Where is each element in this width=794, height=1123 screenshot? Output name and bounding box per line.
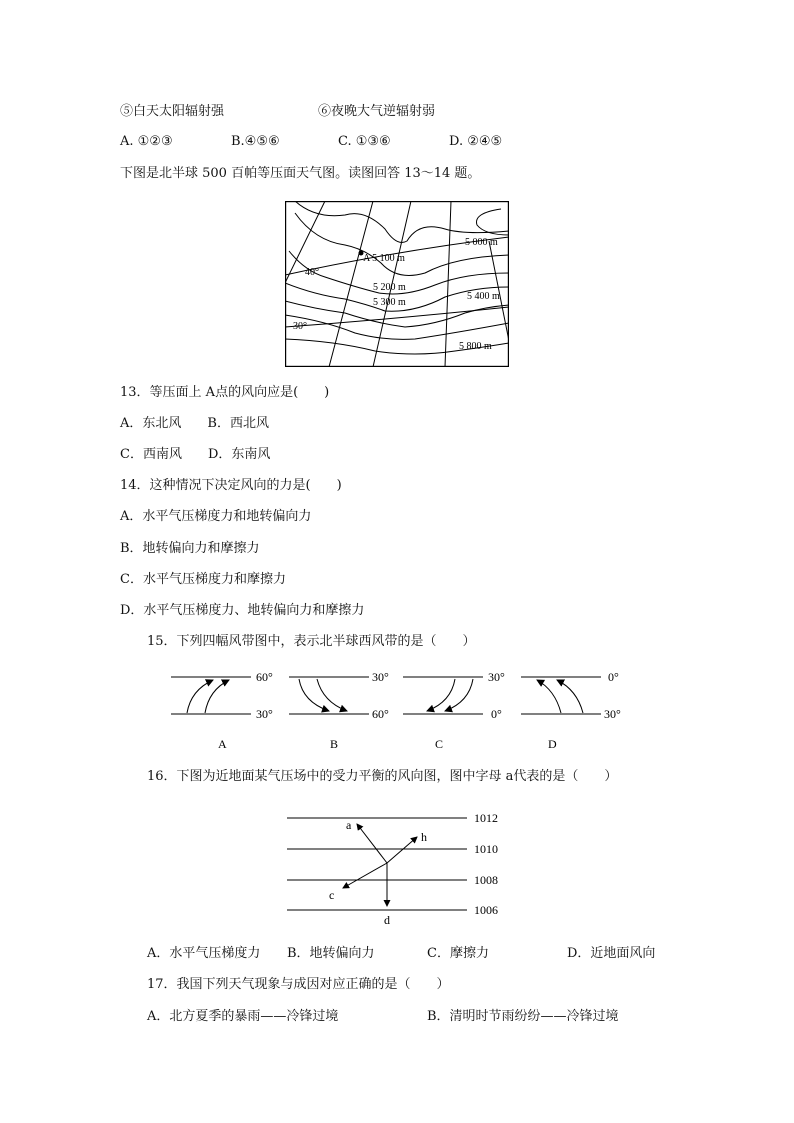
label-lat-30: 30° xyxy=(293,321,307,332)
isobar-label-1006: 1006 xyxy=(474,903,498,917)
diagram-c-bottom-label: 0° xyxy=(491,707,502,721)
isobaric-map-figure xyxy=(285,201,509,367)
vector-h xyxy=(387,837,417,863)
q14-option-a: A．水平气压梯度力和地转偏向力 xyxy=(120,509,312,524)
q12-option-b: B.④⑤⑥ xyxy=(231,134,280,149)
label-5000: 5 000 m xyxy=(465,237,498,248)
q12-option-a: A. ①②③ xyxy=(120,134,173,149)
wind-belt-diagrams xyxy=(165,664,640,756)
q16-option-c: C．摩擦力 xyxy=(427,946,489,961)
q16-stem: 16．下图为近地面某气压场中的受力平衡的风向图，图中字母 a代表的是（ ） xyxy=(147,769,618,784)
q13-options-cd: C．西南风 D．东南风 xyxy=(120,447,271,462)
diagram-a-top-label: 60° xyxy=(256,670,273,684)
diagram-b-arrow xyxy=(317,679,347,711)
vector-d-label: d xyxy=(384,913,390,927)
label-5400: 5 400 m xyxy=(467,291,500,302)
diagram-c-letter: C xyxy=(435,737,444,751)
label-lat-40: 40° xyxy=(305,267,319,278)
q14-stem: 14．这种情况下决定风向的力是( ) xyxy=(120,478,342,493)
diagram-a-bottom-label: 30° xyxy=(256,707,273,721)
q12-option-d: D. ②④⑤ xyxy=(449,134,503,149)
diagram-b-top-label: 30° xyxy=(372,670,389,684)
isobar-label-1010: 1010 xyxy=(474,842,498,856)
isobar-label-1008: 1008 xyxy=(474,873,498,887)
label-5300: 5 300 m xyxy=(373,297,406,308)
vector-c-label: c xyxy=(329,888,335,902)
diagram-b-letter: B xyxy=(330,737,339,751)
q16-option-b: B．地转偏向力 xyxy=(287,946,375,961)
q16-option-d: D．近地面风向 xyxy=(567,946,656,961)
q13-stem: 13．等压面上 A点的风向应是( ) xyxy=(120,385,330,400)
label-5200: 5 200 m xyxy=(373,282,406,293)
q12-item5: ⑤白天太阳辐射强 xyxy=(120,104,225,119)
vector-a-label: a xyxy=(346,818,352,832)
diagram-d-letter: D xyxy=(548,737,557,751)
vector-h-label: h xyxy=(421,830,427,844)
q15-stem: 15．下列四幅风带图中，表示北半球西风带的是（ ） xyxy=(147,634,476,649)
q17-option-a: A．北方夏季的暴雨——冷锋过境 xyxy=(147,1009,339,1024)
label-5800: 5 800 m xyxy=(459,341,492,352)
diagram-b-bottom-label: 60° xyxy=(372,707,389,721)
diagram-a-letter: A xyxy=(218,737,227,751)
diagram-d-arrow xyxy=(537,680,561,713)
diagram-c-top-label: 30° xyxy=(488,670,505,684)
q16-option-a: A．水平气压梯度力 xyxy=(147,946,261,961)
force-balance-diagram xyxy=(285,806,515,930)
q12-option-c: C. ①③⑥ xyxy=(338,134,391,149)
q17-option-b: B．清明时节雨纷纷——冷锋过境 xyxy=(427,1009,619,1024)
diagram-a-arrow xyxy=(205,680,229,713)
vector-a xyxy=(357,824,387,863)
vector-c xyxy=(343,863,387,888)
diagram-a-arrow xyxy=(187,680,213,713)
diagram-d-top-label: 0° xyxy=(608,670,619,684)
q12-item6: ⑥夜晚大气逆辐射弱 xyxy=(318,104,436,119)
isobar-label-1012: 1012 xyxy=(474,811,498,825)
intro-13-14: 下图是北半球 500 百帕等压面天气图。读图回答 13～14 题。 xyxy=(120,166,481,181)
label-a-5100: A 5 100 m xyxy=(363,253,405,264)
q14-option-d: D．水平气压梯度力、地转偏向力和摩擦力 xyxy=(120,603,365,618)
diagram-d-bottom-label: 30° xyxy=(604,707,621,721)
q17-stem: 17．我国下列天气现象与成因对应正确的是（ ） xyxy=(147,977,450,992)
q14-option-b: B．地转偏向力和摩擦力 xyxy=(120,541,260,556)
diagram-c-arrow xyxy=(427,679,455,711)
q13-options-ab: A．东北风 B．西北风 xyxy=(120,416,269,431)
q14-option-c: C．水平气压梯度力和摩擦力 xyxy=(120,572,286,587)
diagram-d-arrow xyxy=(557,680,583,713)
